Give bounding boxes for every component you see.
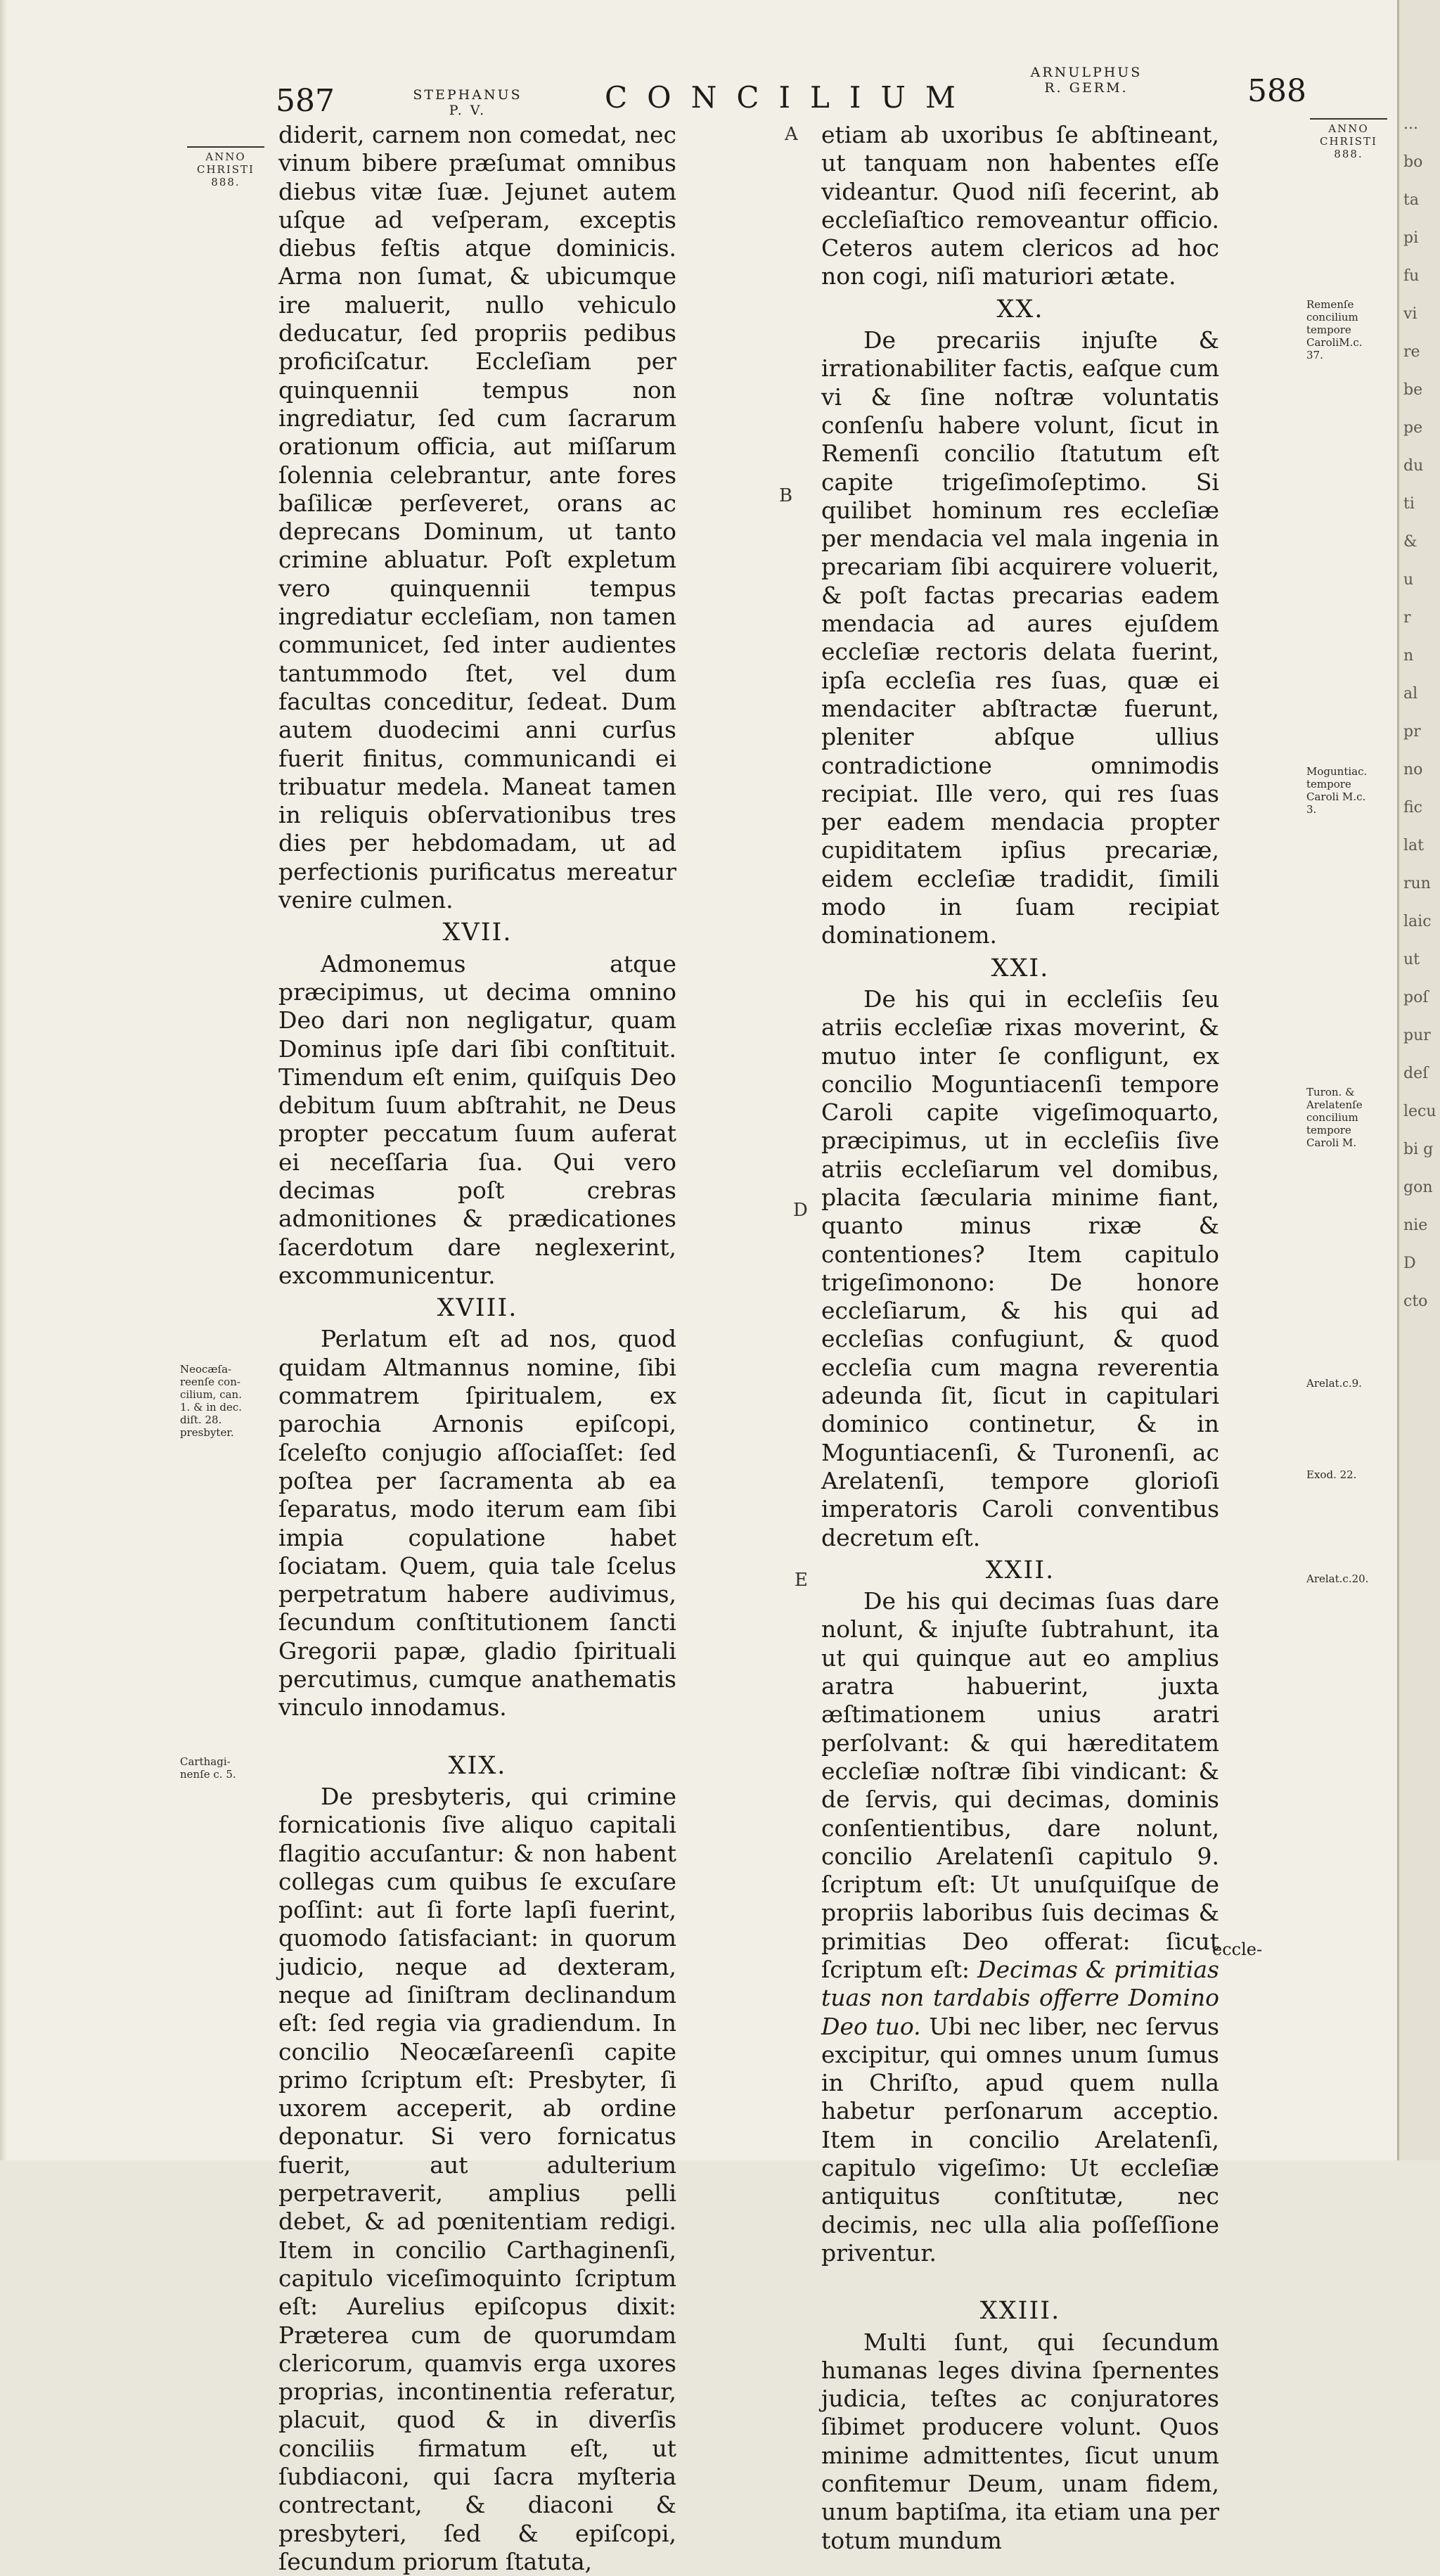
margin-line: Caroli M. [1306,1136,1357,1149]
running-head-line: ARNULPHUS [1030,65,1143,80]
margin-rule [1310,118,1387,120]
margin-line: tempore [1306,1124,1351,1136]
margin-line: Moguntiac. [1306,765,1368,778]
margin-line: 1. & in dec. [180,1401,243,1414]
text-run: Ubi nec liber, nec ſervus excipitur, qui omnes unum ſumus in Chriſto, apud quem nulla habetur perſonarum acceptio. Item in concilio Arelatenſi, capitulo vigeſimo: Ut eccleſiæ antiquitus conſtitutæ, nec decimis, nec ulla alia poſſeſſione priventur. [821,2012,1220,2267]
next-page-fragment: pr [1403,723,1421,741]
next-page-fragment: vi [1403,305,1418,323]
margin-note-arelat-9: Arelat.c.9. [1306,1377,1362,1390]
margin-anno-christi-left [180,146,271,188]
page-title: CONCILIUM [605,80,975,115]
margin-line: 37. [1306,349,1323,361]
left-text-column [278,121,676,2576]
paragraph: De precariis injuſte & irrationabiliter factis, eaſque cum vi & ſine noſtræ voluntatis conſenſu habere volunt, ſicut in Remenſi concilio ſtatutum eſt capite trigeſimoſeptimo. Si quilibet hominum res eccleſiæ per mendacia vel mala ingenia in precariam ſibi acquirere voluerit, & poſt factas precarias eadem mendacia ad aures ejuſdem eccleſiæ rectoris delata fuerint, ipſa eccleſia res ſuas, quæ ei mendaciter abſtractæ fuerunt, pleniter abſque ullius contradictione omnimodis recipiat. Ille vero, qui res ſuas per eadem mendacia propter cupiditatem ipſius precariæ, eidem eccleſiæ tradidit, ſimili modo in ſuam recipiat dominationem. [821,326,1219,949]
margin-note-turonense [1306,1086,1391,1149]
next-page-fragment: lecu [1403,1103,1436,1120]
next-page-fragment: bo [1403,153,1423,171]
catchword: eccle- [1212,1940,1263,1959]
section-marker-d: D [793,1200,808,1221]
section-marker-b: B [779,485,793,506]
next-page-fragment: n [1403,647,1414,665]
margin-line: reenſe con- [180,1376,240,1388]
next-page-fragment: ta [1403,191,1419,209]
margin-line: Carthagi- [180,1755,231,1768]
next-page-fragment: pi [1403,229,1419,247]
next-page-fragment: & [1403,533,1418,551]
next-page-fragment: ut [1403,951,1420,968]
page-gutter-shadow [0,0,7,2160]
left-running-head [408,87,527,118]
margin-line: Remenſe [1306,298,1354,311]
margin-line: CHRISTI [197,163,255,176]
margin-note-neocaesareense [180,1363,271,1439]
margin-line: Turon. & [1306,1086,1355,1098]
margin-line: ANNO [205,150,246,163]
next-page-fragment: u [1403,571,1414,589]
chapter-heading-xxii: XXII. [985,1556,1055,1584]
chapter-heading-xvii: XVII. [442,918,513,947]
margin-note-moguntiacense [1306,765,1391,816]
spacer [278,1722,676,1748]
next-page-fragment: poſ [1403,989,1429,1006]
margin-line: 888. [211,176,240,188]
paragraph: De presbyteris, qui crimine fornicationis ſive aliquo capitali flagitio accuſantur: & non habent collegas cum quibus ſe excuſare poſſint: aut ſi forte lapſi fuerint, quomodo ſatisfaciant: in quorum judicio, neque ad dexteram, neque ad ſiniſtram declinandum eſt: ſed regia via gradiendum. In concilio Neocæſareenſi capite primo ſcriptum eſt: Presbyter, ſi uxorem acceperit, ab ordine deponatur. Si vero fornicatus fuerit, aut adulterium perpetraverit, amplius pelli debet, & ad pœnitentiam redigi. Item in concilio Carthaginenſi, capitulo viceſimoquinto ſcriptum eſt: Aurelius epiſcopus dixit: Prætereа cum de quorumdam clericorum, quamvis erga uxores proprias, incontinentia referatur, placuit, quod & in diverſis conciliis firmatum eſt, ut ſubdiaconi, qui ſacra myſteria contrectant, & diaconi & presbyteri, ſed & epiſcopi, ſecundum priorum ſtatuta, [278,1782,676,2575]
margin-line: tempore [1306,323,1351,336]
running-head-line: R. GERM. [1044,80,1129,96]
margin-note-exodus: Exod. 22. [1306,1468,1357,1481]
margin-line: diſt. 28. [180,1414,222,1426]
margin-anno-christi-right [1306,118,1391,160]
paragraph: Perlatum eſt ad nos, quod quidam Altmannus nomine, ſibi commatrem ſpiritualem, ex parochia Arnonis epiſcopi, ſceleſto conjugio aſſociaſſet: ſed poſtea per ſacramenta ab ea ſeparatus, modo iterum eam ſibi impia copulatione habet ſociatam. Quem, quia tale ſcelus perpetratum habere audivimus, ſecundum conſtitutionem ſancti Gregorii papæ, gladio ſpirituali percutimus, cumque anathematis vinculo innodamus. [278,1325,676,1722]
next-page-fragment: be [1403,381,1423,399]
margin-line: concilium [1306,311,1358,323]
next-page-fragment: pur [1403,1027,1431,1044]
next-page-fragment: pe [1403,419,1423,437]
paragraph: Admonemus atque præcipimus, ut decima omnino Deo dari non negligatur, quam Dominus ipſe dari ſibi conſtituit. Timendum eſt enim, quiſquis Deo debitum ſuum abſtrahit, ne Deus propter peccatum ſuum auferat ei neceſſaria ſua. Qui vero decimas poſt crebras admonitiones & prædicationes ſacerdotum dare neglexerint, excommunicentur. [278,949,676,1289]
page-header [0,62,1406,118]
paragraph: etiam ab uxoribus ſe abſtineant, ut tanquam non habentes eſſe videantur. Quod niſi fecerint, ab eccleſiaſtico removeantur officio. Ceteros autem clericos ad hoc non cogi, niſi maturiori ætate. [821,121,1219,290]
margin-line: Arelatenſe [1306,1098,1363,1111]
right-text-column [821,121,1219,2555]
chapter-heading-xxiii: XXIII. [979,2297,1061,2326]
margin-note-arelat-20: Arelat.c.20. [1306,1572,1369,1585]
next-page-fragment: bi g [1403,1141,1434,1158]
margin-line: 3. [1306,803,1317,816]
next-page-fragment: nie [1403,1217,1428,1234]
next-page-fragment: al [1403,685,1418,703]
running-head-line: P. V. [449,103,487,118]
next-page-fragment: r [1403,609,1411,627]
right-page-number: 588 [1247,73,1306,109]
chapter-heading-xxi: XXI. [991,954,1050,982]
next-page-fragment: fu [1403,267,1420,285]
scripture-quote: Decimas & primitias tuas non tardabis offerre Domino Deo tuo. [821,1956,1219,2040]
margin-line: nenſe c. 5. [180,1768,236,1781]
next-page-edge [1397,0,1440,2160]
next-page-fragment: deſ [1403,1065,1429,1082]
margin-line: Caroli M.c. [1306,790,1366,803]
next-page-fragment: D [1403,1255,1416,1272]
paragraph: De his qui in eccleſiis ſeu atriis eccleſiæ rixas moverint, & mutuo inter ſe confligunt, ex concilio Moguntiacenſi tempore Caroli capite vigeſimoquarto, præcipimus, ut in eccleſiis ſive atriis eccleſiarum vel domibus, placita ſæcularia minime fiant, quanto minus rixæ & contentiones? Item capitulo trigeſimonono: De honore eccleſiarum, & his qui ad eccleſias confugiunt, & quod eccleſia cum magna reverentia adeunda ſit, ſicut in capitulari dominico continetur, & in Moguntiacenſi, & Turonenſi, ac Arelatenſi, tempore glorioſi imperatoris Caroli conventibus decretum eſt. [821,985,1219,1551]
running-head-line: STEPHANUS [413,87,522,103]
text-run: De his qui decimas ſuas dare nolunt, & injuſte ſubtrahunt, ita ut qui quinque aut eo amplius aratra habuerint, juxta æſtimationem unius aratri perſolvant: & qui hæreditatem eccleſiæ noſtræ ſibi vindicant: & de ſervis, qui decimas, dominis conſentientibus, dare nolunt, concilio Arelatenſi capitulo 9. ſcriptum eſt: Ut unuſquiſque de propriis laboribus ſuis decimas & primitias Deo offerat: ſicut ſcriptum eſt: [821,1587,1219,1983]
section-marker-a: A [785,124,798,145]
margin-line: tempore [1306,778,1351,790]
right-running-head [1012,65,1160,96]
margin-line: Neocæſa- [180,1363,232,1376]
margin-line: 888. [1334,148,1363,160]
chapter-heading-xix: XIX. [448,1751,507,1780]
spacer [821,2267,1219,2293]
paragraph [821,1587,1219,2267]
paragraph: diderit, carnem non comedat, nec vinum bibere præſumat omnibus diebus vitæ ſuæ. Jejunet autem uſque ad veſperam, exceptis diebus feſtis atque dominicis. Arma non ſumat, & ubicumque ire maluerit, nullo vehiculo deducatur, ſed propriis pedibus proficiſcatur. Eccleſiam per quinquennii tempus non ingrediatur, ſed cum ſacrarum orationum officia, aut miſſarum ſolennia celebrantur, ante fores baſilicæ perſeveret, orans ac deprecans Dominum, ut tanto crimine abluatur. Poſt expletum vero quinquennii tempus ingrediatur eccleſiam, non tamen communicet, ſed inter audientes tantummodo ſtet, vel dum facultas conceditur, ſedeat. Dum autem duodecimi anni curſus fuerit finitus, communicandi ei tribuatur medela. Maneat tamen in reliquis obſervationibus tres dies per hebdomadam, ut ad perfectionis purificatus mereatur venire culmen. [278,121,676,914]
margin-rule [187,146,264,148]
section-marker-e: E [795,1570,808,1591]
chapter-heading-xx: XX. [996,295,1044,323]
next-page-fragment: laic [1403,913,1432,930]
next-page-fragment: ti [1403,495,1415,513]
next-page-fragment: du [1403,457,1424,475]
next-page-fragment: gon [1403,1179,1433,1196]
next-page-fragment: lat [1403,837,1424,854]
margin-line: presbyter. [180,1426,234,1439]
margin-line: ANNO [1328,122,1369,135]
margin-note-carthaginense [180,1755,271,1781]
chapter-heading-xviii: XVIII. [437,1294,518,1323]
margin-line: concilium [1306,1111,1358,1124]
margin-line: CHRISTI [1320,135,1377,148]
next-page-fragment: ... [1403,115,1418,133]
next-page-fragment: re [1403,343,1420,361]
next-page-fragment: run [1403,875,1431,892]
left-page-number: 587 [276,83,335,119]
next-page-fragment: fic [1403,799,1422,816]
next-page-fragment: cto [1403,1293,1428,1310]
next-page-fragment: no [1403,761,1423,778]
paragraph: Multi ſunt, qui ſecundum humanas leges divina ſpernentes judicia, teſtes ac conjuratores ſibimet producere volunt. Quos minime admittentes, ſicut unum confitemur Deum, unam fidem, unum baptiſma, ita etiam una per totum mundum [821,2328,1219,2554]
margin-line: cilium, can. [180,1388,242,1401]
margin-line: CaroliM.c. [1306,336,1363,349]
margin-note-remense [1306,298,1391,361]
